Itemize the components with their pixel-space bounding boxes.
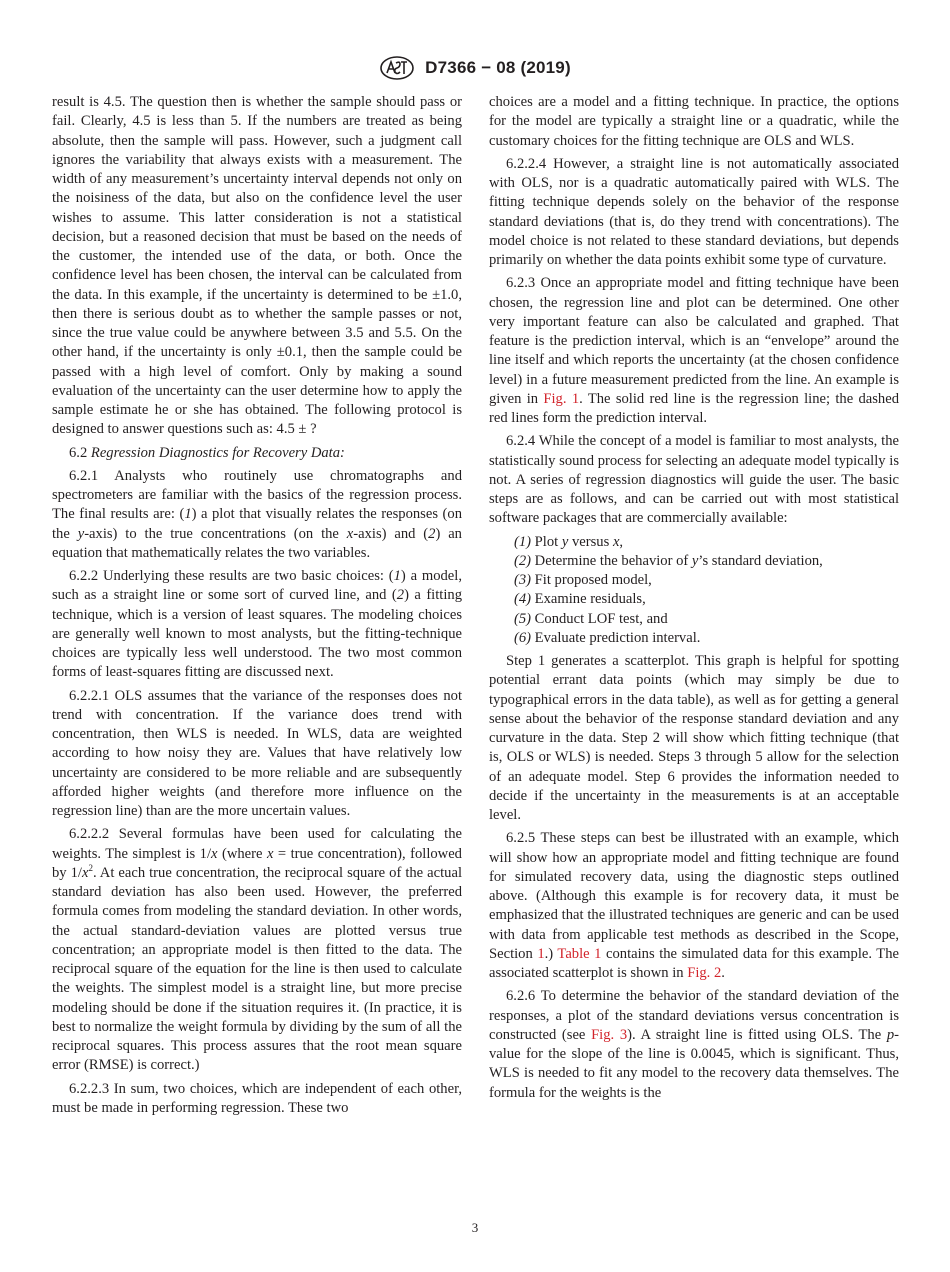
section-1-link[interactable]: 1 <box>537 945 545 962</box>
paragraph-6-2-3: 6.2.3 Once an appropriate model and fitting technique have been chosen, the regression line and plot can be determined. One other very important feature can also be calculated and graphed. That feature is the prediction interval, which is an “envelope” around the line itself and which reports the uncertainty (at the chosen confidence level) in a future measurement predicted from the line. An example is given in Fig. 1. The solid red line is the regression line; the dashed red lines form the prediction interval. <box>489 275 900 426</box>
section-6-2-heading <box>52 444 462 463</box>
fig-1-link[interactable]: Fig. 1 <box>543 390 580 407</box>
list-item: (4) Examine residuals, <box>514 591 646 608</box>
astm-logo-icon <box>379 56 415 80</box>
list-item: (3) Fit proposed model, <box>514 572 652 588</box>
paragraph-6-2-5: 6.2.5 These steps can best be illustrated with an example, which will show how an appropriate model and fitting technique are found for simulated recovery data, using the diagnostic steps outlined above. (Although this example is for recovery data, it must be emphasized that the illustrated techniques are generic and can be used with data from applicable test methods as described in the Scope, Section 1.) Table 1 contains the simulated data for this example. The associated scatterplot is shown in Fig. 2. <box>489 830 899 981</box>
paragraph-continued: choices are a model and a fitting technique. In practice, the options for the model are typically a straight line or a quadratic, while the customary choices for the fitting technique are OLS and WLS. <box>489 94 899 149</box>
paragraph-6-2-2: 6.2.2 Underlying these results are two basic choices: (1) a model, such as a straight line or some sort of curved line, and (2) a fitting technique, which is a version of least squares. The modeling choices are generally well known to most analysts, but the fitting-technique choices are typically less well understood. The two most common forms of least-squares fitting are discussed next. <box>52 568 462 681</box>
paragraph-6-2-2-4: 6.2.2.4 However, a straight line is not automatically associated with OLS, nor is a quadratic automatically paired with WLS. The fitting technique depends solely on the behavior of the response standard deviations (that is, do they trend with concentrations). The model choice is not related to these standard deviations, but depends primarily on whether the data points exhibit some type of curvature. <box>489 155 899 268</box>
section-title: Regression Diagnostics for Recovery Data: <box>90 444 345 461</box>
paragraph-6-2-6: 6.2.6 To determine the behavior of the standard deviation of the responses, a plot of the standard deviations versus concentration is constructed (see Fig. 3). A straight line is fitted using OLS. The p-value for the slope of the line is 0.0045, which is significant. Thus, WLS is needed to fit any model to the recovery data themselves. The formula for the weights is the <box>489 988 900 1101</box>
fig-2-link[interactable]: Fig. 2 <box>687 965 722 981</box>
paragraph-6-2-2-2: 6.2.2.2 Several formulas have been used for calculating the weights. The simplest is 1/x (where x = true concentration), followed by $1/x^2$. At each true concentration, the reciprocal square of the actual standard deviation has also been used. However, the preferred formula comes from modeling the standard deviation. In other words, the actual standard-deviation values are plotted versus true concentration; an appropriate model is then fitted to the data. The reciprocal square of the equation for the line is then used to calculate the weights. The simplest model is a straight line, but more precise modeling should be done if the situation requires it. (In practice, it is best to normalize the weight formula by dividing by the sum of all the reciprocal squares. This process assures that the root mean square error (RMSE) is correct.) <box>52 826 462 1074</box>
list-item: (1) Plot y versus x, <box>514 533 624 550</box>
paragraph-steps-explained: Step 1 generates a scatterplot. This graph is helpful for spotting potential errant data points (which may simply be due to typographical errors in the data table), as well as for getting a general sense about the behavior of the response standard deviation and any curvature in the data. Step 2 will show which fitting technique (that is, OLS or WLS) is needed. Steps 3 through 5 allow for the selection of an adequate model. Step 6 provides the information needed to decide if the uncertainty in the measurements is at an acceptable level. <box>489 653 899 823</box>
right-column <box>489 93 899 1107</box>
list-item: (6) Evaluate prediction interval. <box>514 629 701 646</box>
list-item: (5) Conduct LOF test, and <box>514 610 668 627</box>
document-id: D7366 − 08 (2019) <box>425 58 571 77</box>
page-number: 3 <box>471 1220 479 1235</box>
paragraph-6-2-2-3: 6.2.2.3 In sum, two choices, which are independent of each other, must be made in performing regression. These two <box>52 1080 462 1116</box>
paragraph-6-2-2-1: 6.2.2.1 OLS assumes that the variance of the responses does not trend with concentration. If the variance does trend with concentration, then WLS is needed. In WLS, data are weighted according to how noisy they are. Values that have relatively low uncertainty are considered to be more reliable and are subsequently afforded higher weights (and therefore more influence on the regression line) than are the more uncertain values. <box>52 687 462 819</box>
steps-list <box>489 533 899 649</box>
paragraph-6-2-4: 6.2.4 While the concept of a model is familiar to most analysts, the statistically sound process for selecting an adequate model typically is not. A series of regression diagnostics will guide the user. The basic steps are as follows, and can be carried out with most statistical software packages that are commercially available: <box>489 433 899 527</box>
left-column <box>52 93 462 1122</box>
paragraph-6-2-1: 6.2.1 Analysts who routinely use chromatographs and spectrometers are familiar with the basics of the regression process. The final results are: (1) a plot that visually relates the responses (on the y-axis) to the true concentrations (on the x-axis) and (2) an equation that mathematically relates the two variables. <box>52 467 462 561</box>
section-number: 6.2 <box>69 444 88 461</box>
page-header <box>0 56 950 84</box>
fig-3-link[interactable]: Fig. 3 <box>591 1026 628 1043</box>
paragraph-continued: result is 4.5. The question then is whether the sample should pass or fail. Clearly, 4.5 is less than 5. If the numbers are treated as being absolute, then the sample will pass. However, such a judgment call ignores the variability that always exists with a measurement. The width of any measurement’s uncertainty interval depends not only on the noisiness of the data, but also on the confidence level the user wishes to assume. This latter consideration is not a statistical decision, but a reasoned decision that must be based on the needs of the customer, the intended use of the data, or both. Once the confidence level has been chosen, the interval can be calculated from the data. In this example, if the uncertainty is determined to be ±1.0, then there is serious doubt as to whether the sample passes or not, since the true value could be anywhere between 3.5 and 5.5. On the other hand, if the uncertainty is only ±0.1, then the sample could be passed with a high level of comfort. Only by making a sound evaluation of the uncertainty can the user determine how to apply the sample estimate he or she has obtained. The following protocol is designed to answer questions such as: 4.5 ± ? <box>52 94 462 438</box>
list-item: (2) Determine the behavior of y’s standard deviation, <box>514 552 823 569</box>
table-1-link[interactable]: Table 1 <box>557 945 602 962</box>
